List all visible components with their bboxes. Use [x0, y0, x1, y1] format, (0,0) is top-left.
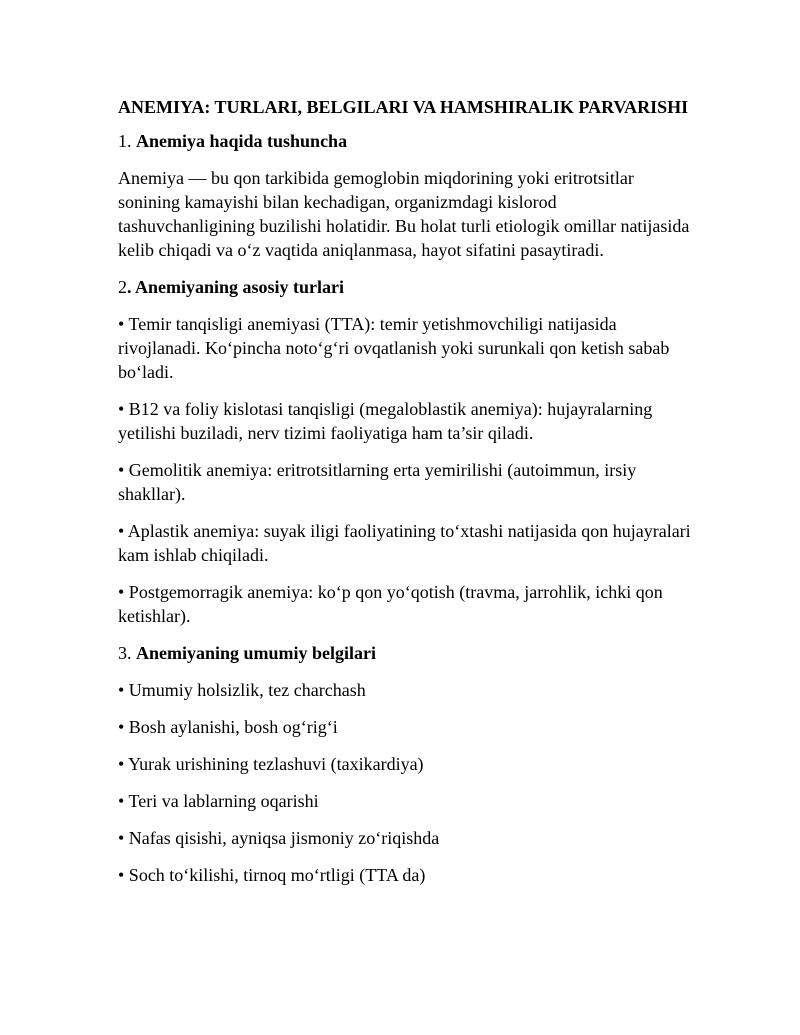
section-1-paragraph: Anemiya — bu qon tarkibida gemoglobin miqdorining yoki eritrotsitlar sonining kamayishi bilan kechadigan, organizmdagi kislorod tashuvchanligining buzilishi holatidir. Bu holat turli etiologik omillar natijasida kelib chiqadi va o‘z vaqtida aniqlanmasa, hayot sifatini pasaytiradi.	[118, 168, 690, 260]
section-3-heading	[118, 641, 698, 665]
section-1-number: 1.	[118, 131, 132, 151]
section-2-heading	[118, 275, 698, 299]
document-title: ANEMIYA: TURLARI, BELGILARI VA HAMSHIRALIK PARVARISHI	[118, 97, 689, 117]
list-item: • Bosh aylanishi, bosh og‘rig‘i	[118, 717, 338, 737]
document-page	[118, 95, 698, 900]
list-item: • Yurak urishining tezlashuvi (taxikardiya)	[118, 754, 424, 774]
section-3-number: 3.	[118, 643, 132, 663]
list-item: • Teri va lablarning oqarishi	[118, 791, 319, 811]
section-2-title: . Anemiyaning asosiy turlari	[127, 277, 345, 297]
list-item: • Temir tanqisligi anemiyasi (TTA): temir yetishmovchiligi natijasida rivojlanadi. Ko‘pincha noto‘g‘ri ovqatlanish yoki surunkali qon ketish sabab bo‘ladi.	[118, 314, 670, 382]
section-1-title: Anemiya haqida tushuncha	[136, 131, 348, 151]
list-item: • Postgemorragik anemiya: ko‘p qon yo‘qotish (travma, jarrohlik, ichki qon ketishlar).	[118, 582, 663, 626]
section-2-number: 2	[118, 277, 127, 297]
list-item: • B12 va foliy kislotasi tanqisligi (megaloblastik anemiya): hujayralarning yetilishi buziladi, nerv tizimi faoliyatiga ham ta’sir qiladi.	[118, 399, 653, 443]
list-item: • Aplastik anemiya: suyak iligi faoliyatining to‘xtashi natijasida qon hujayralari kam ishlab chiqiladi.	[118, 521, 691, 565]
section-3-title: Anemiyaning umumiy belgilari	[136, 643, 377, 663]
list-item: • Gemolitik anemiya: eritrotsitlarning erta yemirilishi (autoimmun, irsiy shakllar).	[118, 460, 637, 504]
list-item: • Soch to‘kilishi, tirnoq mo‘rtligi (TTA da)	[118, 865, 426, 885]
section-1-heading	[118, 129, 698, 153]
list-item: • Umumiy holsizlik, tez charchash	[118, 680, 366, 700]
list-item: • Nafas qisishi, ayniqsa jismoniy zo‘riqishda	[118, 828, 440, 848]
